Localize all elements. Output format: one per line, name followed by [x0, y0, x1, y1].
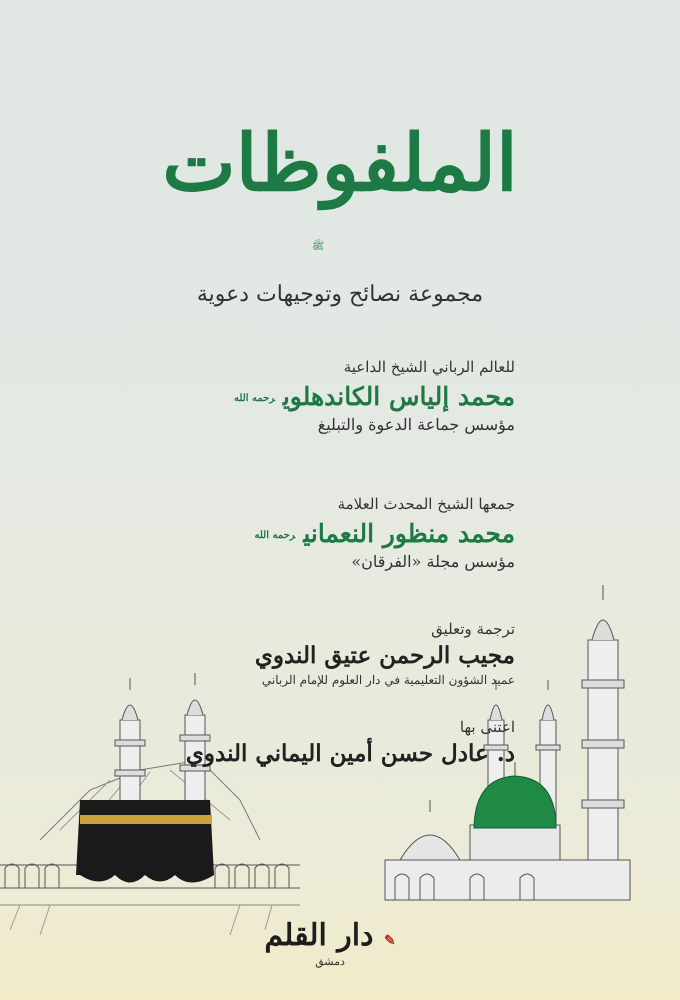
author-block [234, 358, 515, 434]
author-honorific: رحمه الله [234, 393, 275, 404]
compiler-label: جمعها الشيخ المحدث العلامة [337, 495, 515, 513]
quill-icon: ✎ [383, 933, 396, 949]
publisher-city: دمشق [315, 955, 345, 968]
editor-label: اعتنى بها [459, 718, 515, 736]
translator-label: ترجمة وتعليق [431, 620, 515, 638]
compiler-description: مؤسس مجلة «الفرقان» [351, 552, 515, 571]
book-subtitle: مجموعة نصائح وتوجيهات دعوية [196, 282, 484, 307]
author-description: مؤسس جماعة الدعوة والتبليغ [317, 415, 515, 434]
author-name: محمد إلياس الكاندهلوي [282, 382, 515, 411]
author-name-row [234, 382, 515, 411]
editor-block [186, 718, 515, 767]
kaaba [76, 800, 214, 883]
book-title: الملفوظات [162, 118, 518, 209]
publisher-name-text: دار القلم [264, 918, 374, 953]
compiler-name-row [254, 519, 515, 548]
compiler-name: محمد منظور النعماني [303, 519, 515, 548]
editor-name: د. عادل حسن أمين اليماني الندوي [185, 740, 515, 767]
publisher-name [250, 918, 410, 953]
publisher-logo [250, 918, 410, 968]
translator-description: عميد الشؤون التعليمية في دار العلوم للإمام الرباني [261, 673, 515, 687]
author-label: للعالم الرباني الشيخ الداعية [343, 358, 515, 376]
title-ornament: ﷺ [312, 241, 325, 252]
compiler-honorific: رحمه الله [254, 530, 296, 541]
compiler-block [254, 495, 515, 571]
translator-block [255, 620, 515, 687]
translator-name: مجيب الرحمن عتيق الندوي [254, 642, 515, 669]
